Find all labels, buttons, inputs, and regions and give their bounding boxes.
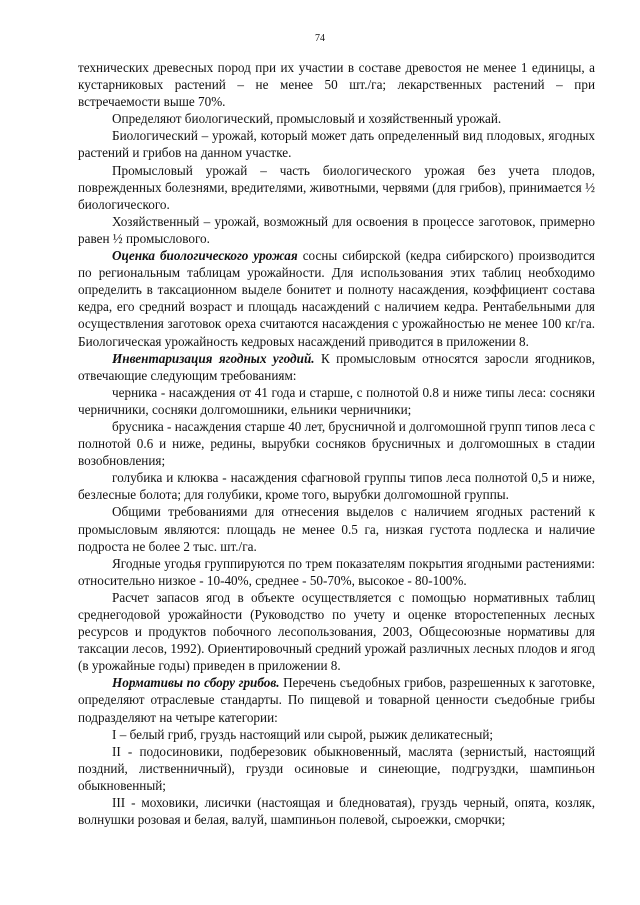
mushroom-category: II - подосиновики, подберезовик обыкновенный, маслята (зернистый, настоящий поздний, лиственничный), грузди осиновые и синеющие, подгруздки, шампиньон обыкновенный;: [78, 743, 595, 793]
paragraph: Общими требованиями для отнесения выделов с наличием ягодных растений к промысловым являются: площадь не менее 0.5 га, низкая густота подлеска и наличие подроста не более 2 тыс. шт./га.: [78, 504, 595, 554]
inventory-paragraph: [78, 350, 595, 384]
berry-item: голубика и клюква - насаждения сфагновой группы типов леса полнотой 0,5 и ниже, безлесные болота; для голубики, кроме того, вырубки долгомошной группы.: [78, 470, 595, 503]
cedar-heading: Оценка биологического урожая: [112, 248, 298, 264]
mushroom-category: I – белый гриб, груздь настоящий или сырой, рыжик деликатесный;: [112, 726, 494, 742]
berry-item: брусника - насаждения старше 40 лет, брусничной и долгомошной групп типов леса с полнотой 0.6 и ниже, редины, вырубки сосняков брусничных и долгомошных в стадии возобновления;: [78, 418, 596, 469]
paragraph: Биологический – урожай, который может дать определенный вид плодовых, ягодных растений и грибов на данном участке.: [78, 128, 595, 161]
cedar-paragraph: [78, 247, 595, 350]
mushrooms-heading: Нормативы по сбору грибов.: [112, 675, 280, 691]
mushrooms-text: Перечень съедобных грибов, разрешенных к заготовке, определяют отраслевые стандарты. По пищевой и товарной ценности съедобные грибы подразделяют на четыре категории:: [78, 675, 595, 725]
paragraph: Хозяйственный – урожай, возможный для освоения в процессе заготовок, примерно равен ½ промыслового.: [78, 213, 595, 246]
paragraph: Расчет запасов ягод в объекте осуществляется с помощью нормативных таблиц среднегодовой урожайности (Руководство по учету и оценке второстепенных лесных ресурсов и продуктов побочного лесопользования, 2003, Общесоюзные нормативы для таксации лесов, 1992). Ориентировочный средний урожай различных лесных плодов и ягод (в урожайные годы) приведен в приложении 8.: [78, 589, 595, 674]
berry-item: черника - насаждения от 41 года и старше, с полнотой 0.8 и ниже типы леса: сосняки черничники, сосняки долгомошники, ельники черничники;: [78, 384, 595, 417]
paragraph: технических древесных пород при их участии в составе древостоя не менее 1 единицы, а кустарниковых растений – не менее 50 шт./га; лекарственных растений – при встречаемости выше 70%.: [78, 60, 595, 110]
paragraph: Определяют биологический, промысловый и хозяйственный урожай.: [112, 111, 502, 127]
cedar-text: сосны сибирской (кедра сибирского) производится по региональным таблицам урожайности. Для использования этих таблиц необходимо определить в таксационном выделе бонитет и полноту насаждения, коэффициент состава кедра, его средний возраст и площадь насаждений с наличием кедра. Рентабельными для осуществления заготовок ореха считаются насаждения с урожайностью не менее 100 кг/га. Биологическая урожайность кедровых насаждений приводится в приложении 8.: [78, 248, 595, 349]
page-body: [78, 59, 595, 828]
paragraph: Промысловый урожай – часть биологического урожая без учета плодов, поврежденных болезнями, вредителями, животными, червями (для грибов), принимается ½ биологического.: [78, 162, 595, 212]
mushrooms-paragraph: [78, 674, 595, 725]
mushroom-category: III - моховики, лисички (настоящая и бледноватая), груздь черный, опята, козляк, волнушки розовая и белая, валуй, шампиньон полевой, сыроежки, сморчки;: [78, 795, 595, 828]
inventory-text: К промысловым относятся заросли ягодников, отвечающие следующим требованиям:: [78, 350, 595, 383]
page-number: 74: [315, 33, 325, 44]
inventory-heading: Инвентаризация ягодных угодий.: [112, 350, 315, 366]
paragraph: Ягодные угодья группируются по трем показателям покрытия ягодными растениями: относительно низкое - 10-40%, среднее - 50-70%, высокое - 80-100%.: [78, 555, 595, 588]
